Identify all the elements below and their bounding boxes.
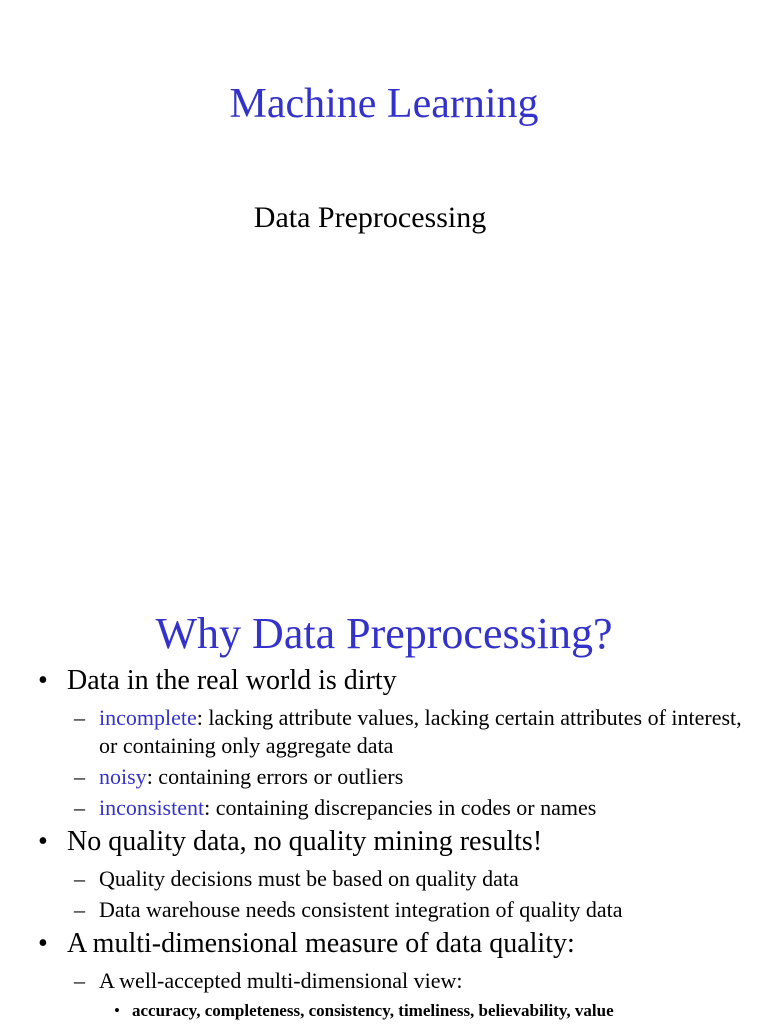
sub-bullet-text: Quality decisions must be based on quality data bbox=[99, 866, 519, 891]
sub-bullet-item bbox=[0, 865, 768, 893]
sub-bullet-text: : containing discrepancies in codes or names bbox=[204, 795, 597, 820]
bullet-item bbox=[0, 927, 768, 961]
sub-bullet-text: Data warehouse needs consistent integration of quality data bbox=[99, 897, 623, 922]
bullet-dot: • bbox=[38, 928, 48, 959]
sub-bullet-item bbox=[0, 794, 768, 822]
sub-bullet-text: : lacking attribute values, lacking certain attributes of interest, or containing only aggregate data bbox=[99, 705, 742, 758]
slide-title-heading: Machine Learning bbox=[229, 81, 539, 127]
sub-bullet-item bbox=[0, 704, 768, 760]
dash-marker: – bbox=[74, 705, 85, 730]
bullet-text: No quality data, no quality mining results! bbox=[67, 826, 543, 857]
bullet-dot: • bbox=[38, 665, 48, 696]
bullet-list bbox=[0, 664, 768, 1023]
bullet-item bbox=[0, 664, 768, 698]
slide-subtitle: Data Preprocessing bbox=[253, 201, 487, 234]
slide-why-preprocessing bbox=[0, 560, 768, 1024]
dash-marker: – bbox=[74, 795, 85, 820]
sub-bullet-item bbox=[0, 763, 768, 791]
dash-marker: – bbox=[74, 897, 85, 922]
term-noisy: noisy bbox=[99, 764, 147, 789]
sub-sub-bullet-text: accuracy, completeness, consistency, timeliness, believability, value bbox=[132, 1001, 614, 1020]
sub-bullet-text: : containing errors or outliers bbox=[146, 764, 404, 789]
term-incomplete: incomplete bbox=[99, 705, 197, 730]
bullet-text: A multi-dimensional measure of data quality: bbox=[67, 928, 575, 959]
term-inconsistent: inconsistent bbox=[99, 795, 205, 820]
dash-marker: – bbox=[74, 968, 85, 993]
bullet-item bbox=[0, 825, 768, 859]
bullet-dot: • bbox=[114, 1001, 120, 1020]
sub-bullet-item bbox=[0, 967, 768, 995]
sub-sub-bullet-item bbox=[0, 999, 768, 1023]
slide-heading: Why Data Preprocessing? bbox=[155, 609, 613, 658]
sub-bullet-text: A well-accepted multi-dimensional view: bbox=[99, 968, 463, 993]
dash-marker: – bbox=[74, 764, 85, 789]
sub-bullet-item bbox=[0, 896, 768, 924]
bullet-dot: • bbox=[38, 826, 48, 857]
dash-marker: – bbox=[74, 866, 85, 891]
bullet-text: Data in the real world is dirty bbox=[67, 665, 397, 696]
